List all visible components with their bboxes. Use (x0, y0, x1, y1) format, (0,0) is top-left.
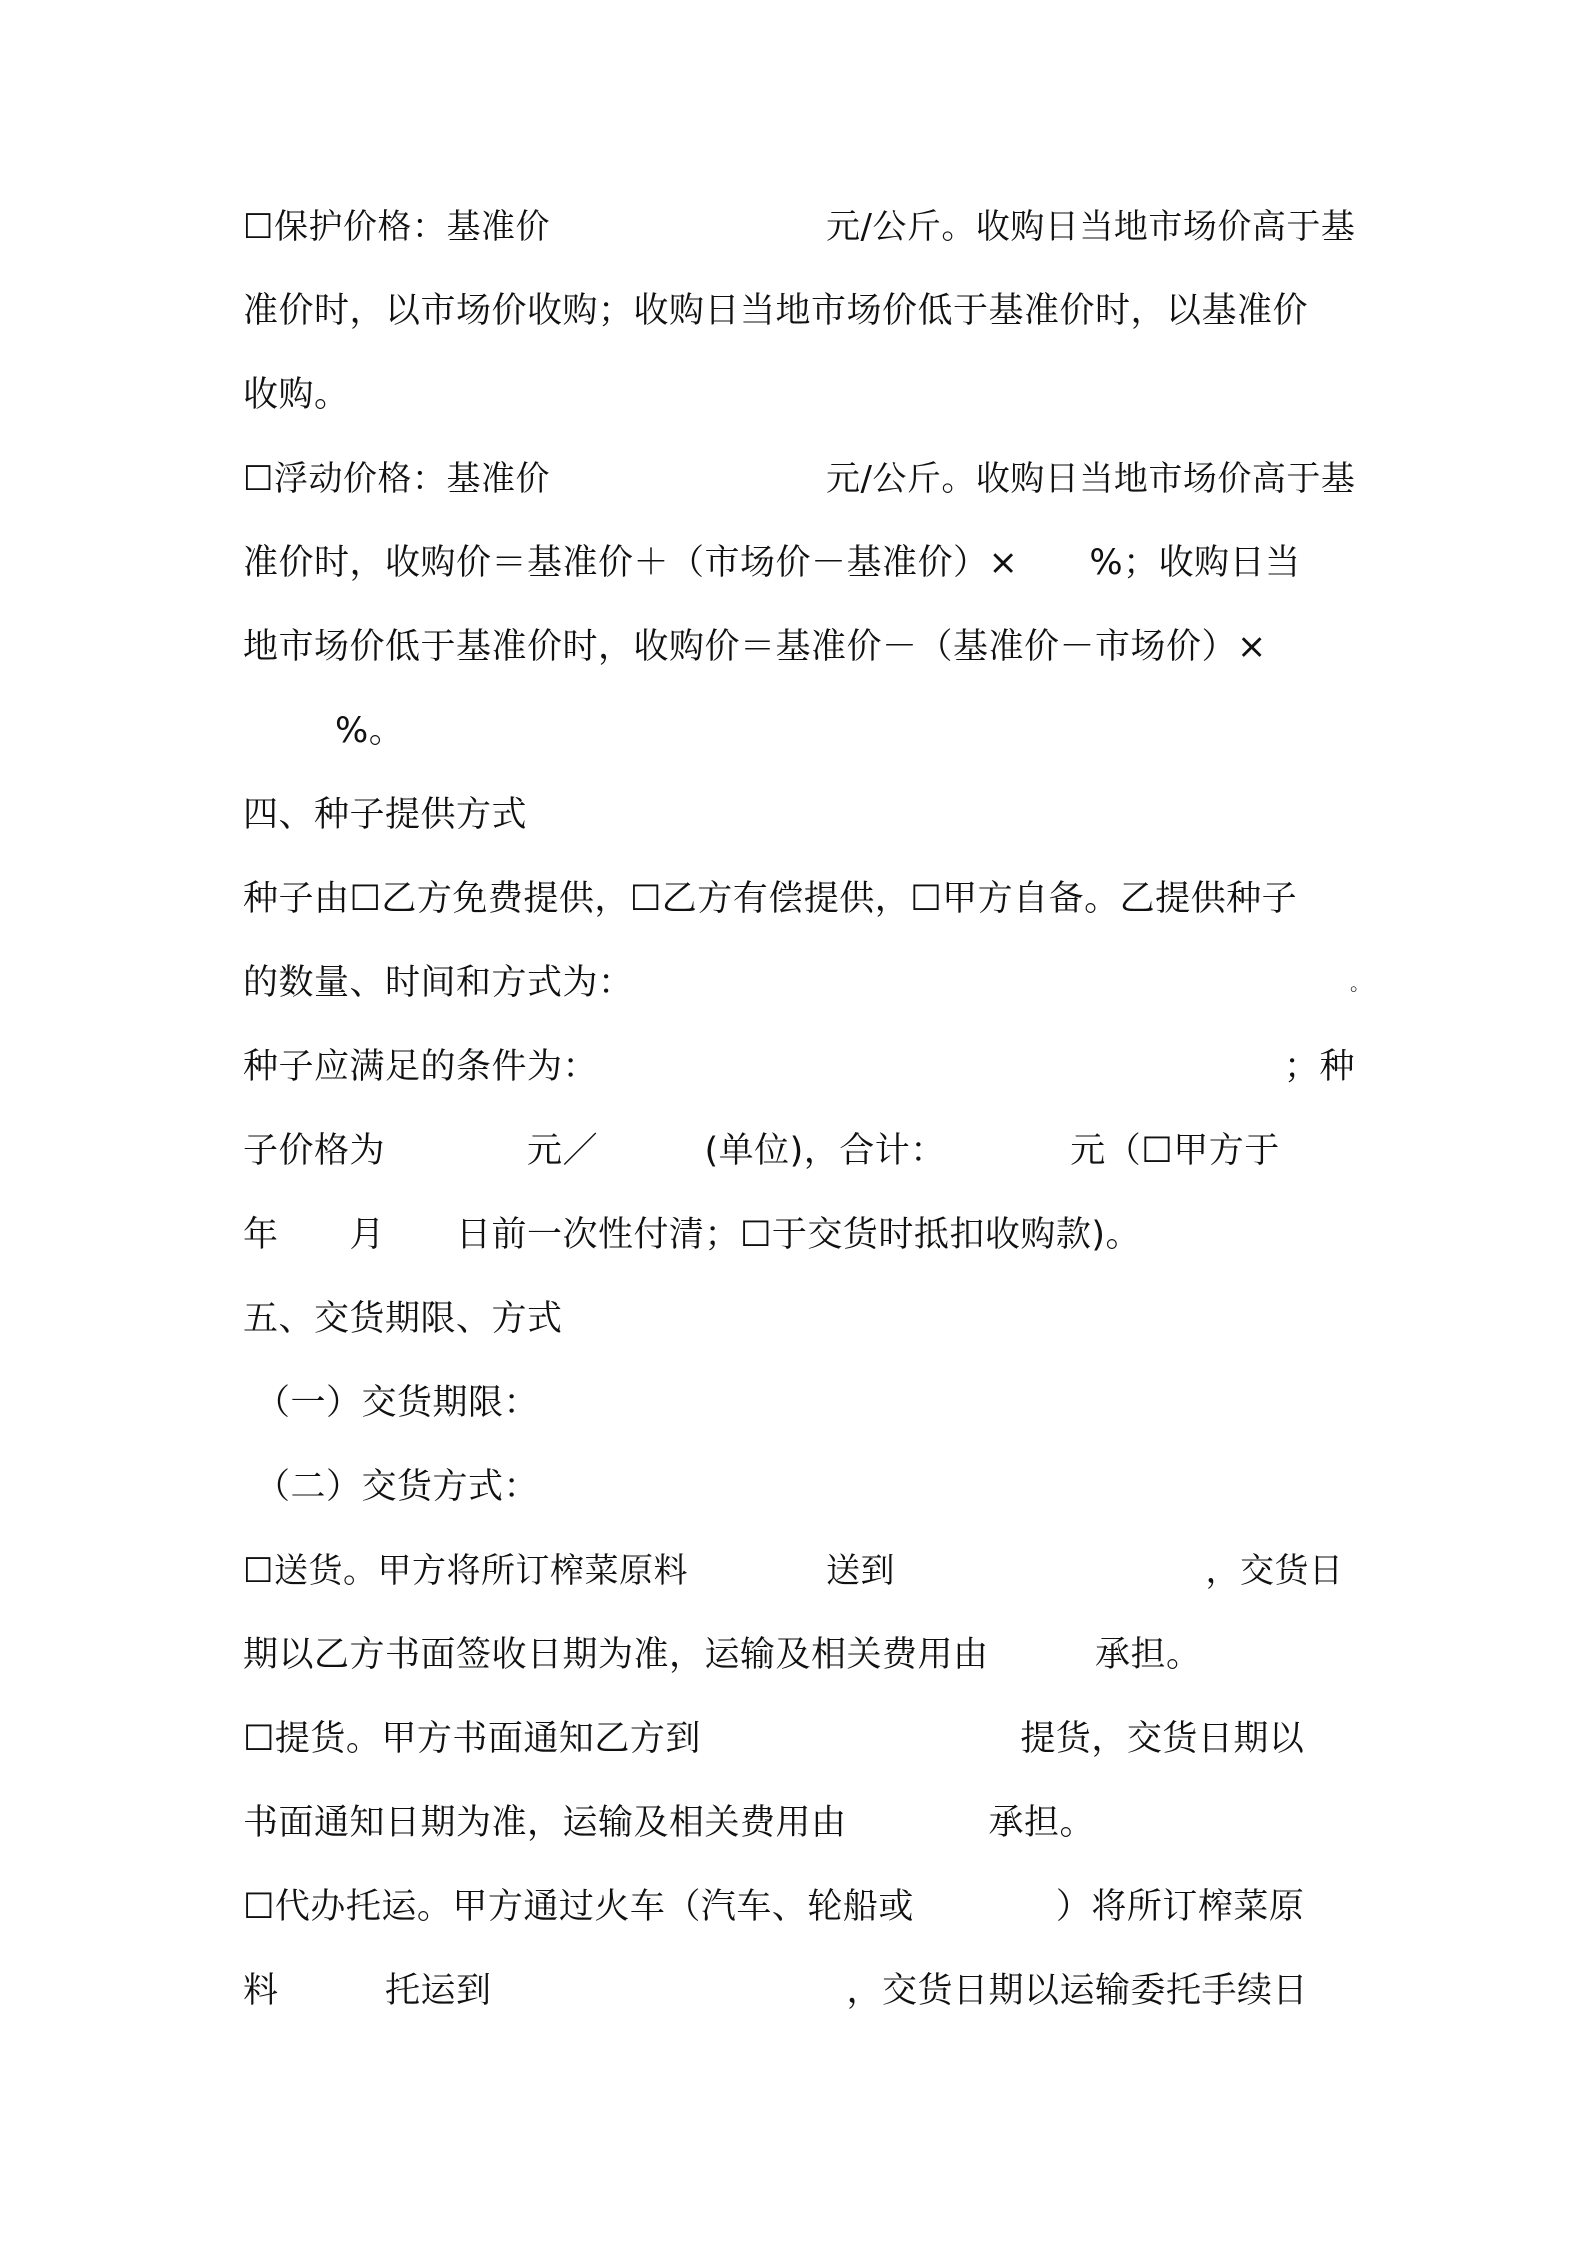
text-line: %。 (335, 711, 405, 751)
text-line: ☐保护价格：基准价 元/公斤。收购日当地市场价高于基 (243, 207, 1356, 247)
text-line: 子价格为 元／ (单位)，合计： 元（☐甲方于 (243, 1131, 1280, 1171)
text-line: ☐代办托运。甲方通过火车（汽车、轮船或 ）将所订榨菜原 (243, 1887, 1305, 1927)
text-fragment: ；种 (1284, 1047, 1356, 1087)
text-line: 准价时，以市场价收购；收购日当地市场价低于基准价时，以基准价 (243, 291, 1309, 331)
text-line: 种子应满足的条件为： (243, 1047, 599, 1087)
text-line: （一）交货期限： (255, 1383, 540, 1423)
text-line: ☐浮动价格：基准价 元/公斤。收购日当地市场价高于基 (243, 459, 1356, 499)
text-line: 年 月 日前一次性付清；☐于交货时抵扣收购款)。 (243, 1215, 1142, 1255)
section-heading: 五、交货期限、方式 (243, 1299, 563, 1339)
text-line: 的数量、时间和方式为： (243, 963, 634, 1003)
text-line: 书面通知日期为准，运输及相关费用由 承担。 (243, 1803, 1096, 1843)
text-fragment: 。 (1350, 971, 1371, 995)
text-line: ☐送货。甲方将所订榨菜原料 送到 ，交货日 (243, 1551, 1344, 1591)
text-line: 收购。 (243, 375, 350, 415)
text-line: 料 托运到 ，交货日期以运输委托手续日 (243, 1971, 1309, 2011)
text-line: 地市场价低于基准价时，收购价＝基准价－（基准价－市场价）× (243, 627, 1267, 667)
text-line: ☐提货。甲方书面通知乙方到 提货，交货日期以 (243, 1719, 1305, 1759)
section-heading: 四、种子提供方式 (243, 795, 528, 835)
text-line: 期以乙方书面签收日期为准，运输及相关费用由 承担。 (243, 1635, 1202, 1675)
text-line: 种子由☐乙方免费提供，☐乙方有偿提供，☐甲方自备。乙提供种子 (243, 879, 1298, 919)
text-line: （二）交货方式： (255, 1467, 540, 1507)
text-line: 准价时，收购价＝基准价＋（市场价－基准价）× %；收购日当 (243, 543, 1301, 583)
